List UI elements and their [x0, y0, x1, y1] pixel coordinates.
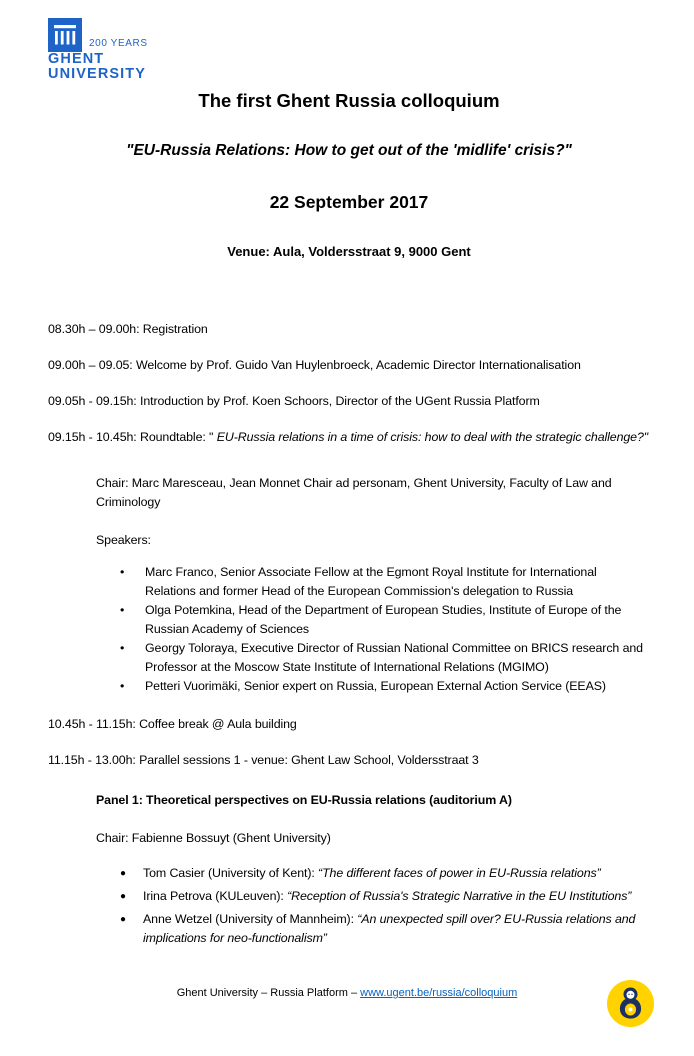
schedule-item-welcome: 09.00h – 09.05: Welcome by Prof. Guido Van Huylenbroeck, Academic Director Internationalisation — [48, 358, 581, 372]
bullet-icon: • — [120, 603, 125, 617]
talk-speaker: Irina Petrova (KULeuven): — [143, 889, 284, 903]
talk-speaker: Tom Casier (University of Kent): — [143, 866, 315, 880]
roundtable-chair: Chair: Marc Maresceau, Jean Monnet Chair ad personam, Ghent University, Faculty of Law and Criminology — [96, 476, 612, 509]
footer — [0, 986, 694, 1000]
panel1-talks-list — [48, 864, 650, 948]
logo-university-label: UNIVERSITY — [48, 66, 147, 82]
list-item — [120, 910, 650, 948]
bullet-icon: ● — [120, 914, 126, 925]
roundtable-quote: EU-Russia relations in a time of crisis: how to deal with the strategic challenge?" — [216, 430, 649, 444]
ugent-gate-icon — [48, 18, 82, 52]
speaker-entry: Petteri Vuorimäki, Senior expert on Russia, European External Action Service (EEAS) — [145, 679, 606, 693]
logo-ghent-label: GHENT — [48, 51, 105, 67]
logo-anniversary-label: 200 YEARS — [89, 38, 148, 49]
talk-entry — [143, 887, 631, 906]
list-item — [120, 563, 650, 601]
logo-top-row — [48, 18, 650, 52]
schedule-item-introduction: 09.05h - 09.15h: Introduction by Prof. Koen Schoors, Director of the UGent Russia Platform — [48, 394, 540, 408]
talk-entry — [143, 864, 601, 883]
panel1-chair: Chair: Fabienne Bossuyt (Ghent University) — [96, 831, 331, 845]
speakers-label: Speakers: — [96, 533, 151, 547]
event-venue: Venue: Aula, Voldersstraat 9, 9000 Gent — [227, 244, 471, 259]
list-item — [120, 601, 650, 639]
talk-quote: “The different faces of power in EU-Russia relations” — [318, 866, 601, 880]
bullet-icon: • — [120, 565, 125, 579]
bullet-icon: • — [120, 641, 125, 655]
event-date: 22 September 2017 — [269, 192, 429, 212]
list-item — [120, 677, 650, 696]
bullet-icon: ● — [120, 891, 126, 902]
schedule-item-parallel-sessions: 11.15h - 13.00h: Parallel sessions 1 - venue: Ghent Law School, Voldersstraat 3 — [48, 753, 479, 767]
footer-link[interactable]: www.ugent.be/russia/colloquium — [360, 987, 518, 999]
panel1-title: Panel 1: Theoretical perspectives on EU-Russia relations (auditorium A) — [96, 793, 512, 807]
speaker-entry: Georgy Toloraya, Executive Director of Russian National Committee on BRICS research and Professor at the Moscow State Institute of International Relations (MGIMO) — [145, 641, 643, 674]
talk-quote: “Reception of Russia's Strategic Narrative in the EU Institutions” — [287, 889, 632, 903]
page-title: The first Ghent Russia colloquium — [198, 90, 500, 111]
event-subtitle: "EU-Russia Relations: How to get out of the 'midlife' crisis?" — [126, 142, 572, 159]
schedule-item-coffee-break: 10.45h - 11.15h: Coffee break @ Aula building — [48, 717, 297, 731]
footer-text: Ghent University – Russia Platform – — [176, 987, 361, 999]
ghent-university-logo — [48, 18, 650, 82]
bullet-icon: • — [120, 679, 125, 693]
talk-entry — [143, 910, 648, 948]
roundtable-prefix: 09.15h - 10.45h: Roundtable: " — [48, 430, 214, 444]
bullet-icon: ● — [120, 868, 126, 879]
speaker-entry: Marc Franco, Senior Associate Fellow at the Egmont Royal Institute for International Relations and former Head of the European Commission's delegation to Russia — [145, 565, 597, 598]
schedule-item-registration: 08.30h – 09.00h: Registration — [48, 322, 208, 336]
matryoshka-icon — [607, 980, 654, 1027]
schedule-item-roundtable — [48, 428, 650, 447]
talk-speaker: Anne Wetzel (University of Mannheim): — [143, 912, 354, 926]
list-item — [120, 887, 650, 906]
list-item — [120, 864, 650, 883]
list-item — [120, 639, 650, 677]
talk-quote: “An unexpected spill over? EU-Russia relations and implications for neo-functionalism” — [143, 912, 636, 945]
speaker-entry: Olga Potemkina, Head of the Department of European Studies, Institute of Europe of the Russian Academy of Sciences — [145, 603, 622, 636]
speakers-list — [48, 563, 650, 696]
